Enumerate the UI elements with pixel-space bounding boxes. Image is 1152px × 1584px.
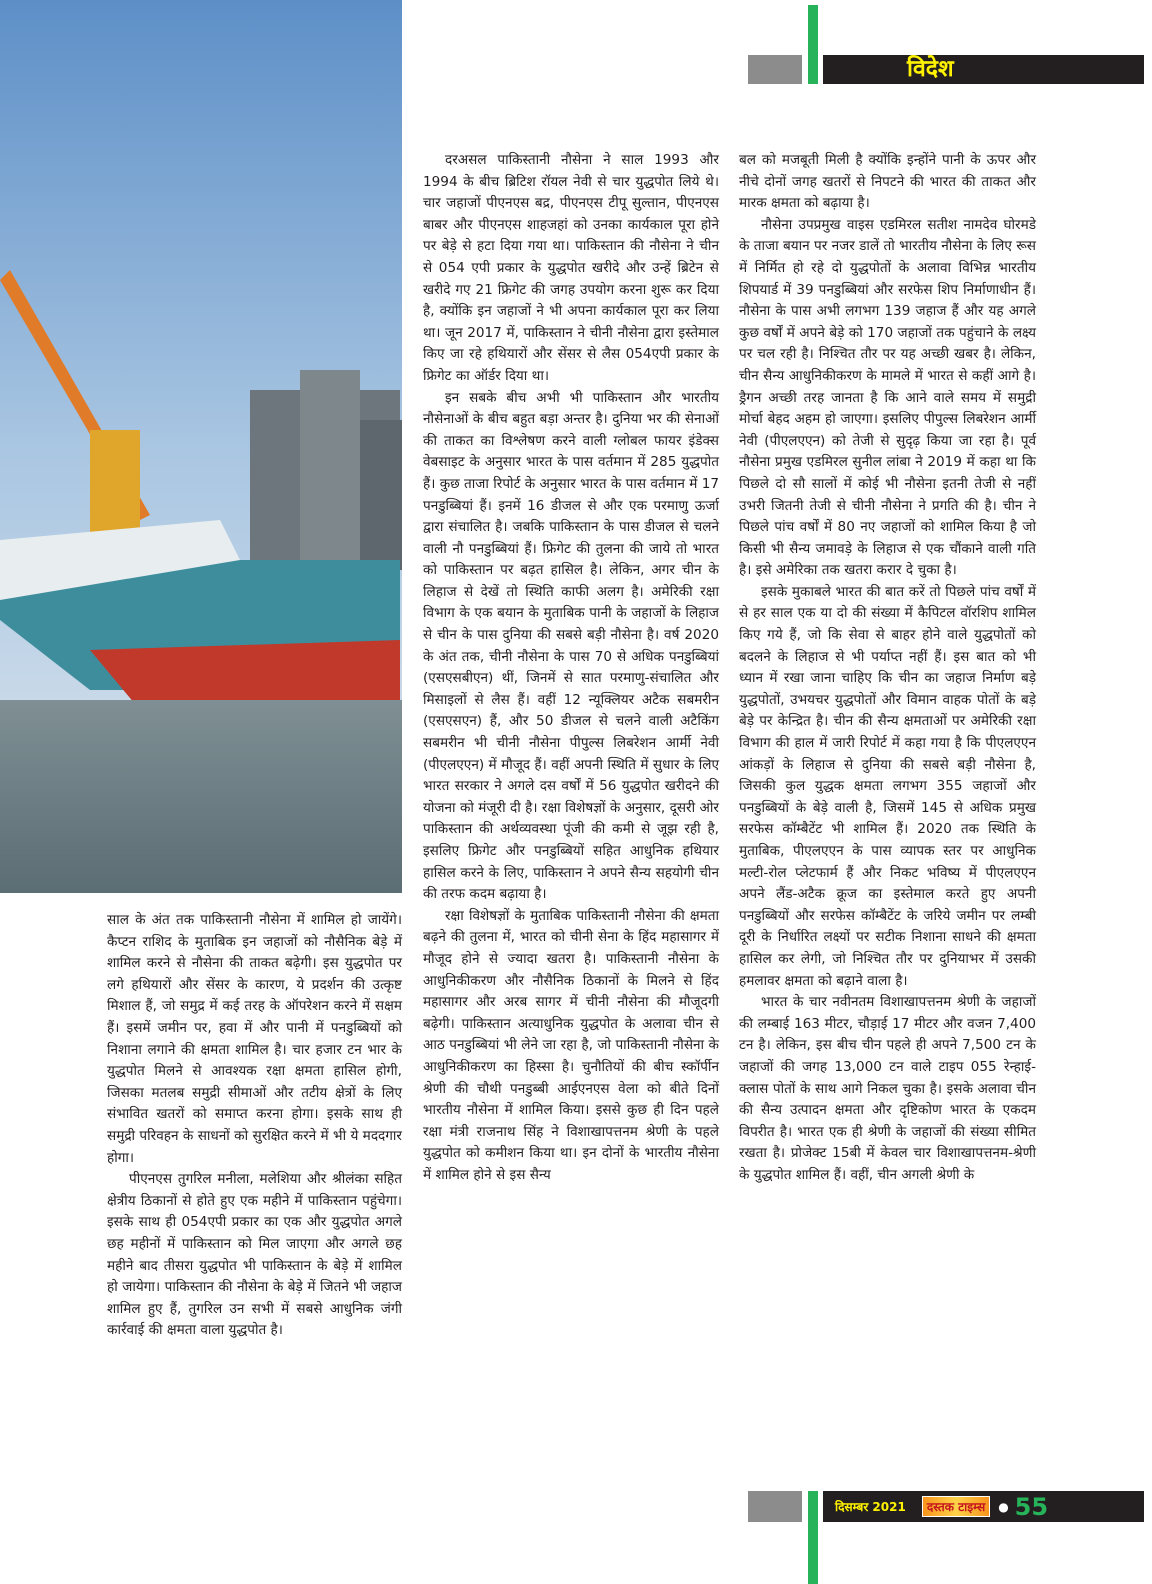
paragraph: दरअसल पाकिस्तानी नौसेना ने साल 1993 और 1994 के बीच ब्रिटिश रॉयल नेवी से चार युद्धपोत लिये थे। चार जहाजों पीएनएस बद्र, पीएनएस टीपू सुल्तान, पीएनएस बाबर और पीएनएस शाहजहां को उनका कार्यकाल पूरा होने पर बेड़े से हटा दिया गया था। पाकिस्तान की नौसेना ने चीन से 054 एपी प्रकार के युद्धपोत खरीदे और उन्हें ब्रिटेन से खरीदे गए 21 फ्रिगेट की जगह उपयोग करना शुरू कर दिया है, क्योंकि इन जहाजों ने भी अपना कार्यकाल पूरा कर लिया था। जून 2017 में, पाकिस्तान ने चीनी नौसेना द्वारा इस्तेमाल किए जा रहे हथियारों और सेंसर से लैस 054एपी प्रकार के फ्रिगेट का ऑर्डर दिया था। — [423, 152, 719, 384]
paragraph: नौसेना उपप्रमुख वाइस एडमिरल सतीश नामदेव घोरमडे के ताजा बयान पर नजर डालें तो भारतीय नौसेना के लिए रूस में निर्मित हो रहे दो युद्धपोतों के अलावा विभिन्न भारतीय शिपयार्ड में 39 पनडुब्बियां और सरफेस शिप निर्माणाधीन हैं। नौसेना के पास अभी लगभग 139 जहाज हैं और यह अगले कुछ वर्षों में अपने बेड़े को 170 जहाजों तक पहुंचाने के लक्ष्य पर चल रही है। निश्चित तौर पर यह अच्छी खबर है। लेकिन, चीन सैन्य आधुनिकीकरण के मामले में भारत से कहीं आगे है। ड्रैगन अच्छी तरह जानता है कि आने वाले समय में समुद्री मोर्चा बेहद अहम हो जाएगा। इसलिए पीपुल्स लिबरेशन आर्मी नेवी (पीएलएएन) को तेजी से सुदृढ़ किया जा रहा है। पूर्व नौसेना प्रमुख एडमिरल सुनील लांबा ने 2019 में कहा था कि पिछले दो सौ सालों में कोई भी नौसेना इतनी तेजी से नहीं उभरी जितनी तेजी से चीनी नौसेना ने प्रगति की है। चीन ने पिछले पांच वर्षों में 80 नए जहाजों को शामिल किया है जो किसी भी सैन्य जमावड़े के लिहाज से एक चौंकाने वाली गति है। इसे अमेरिका तक खतरा करार दे चुका है। — [739, 216, 1036, 579]
article-column-2 — [423, 150, 719, 1187]
paragraph: पीएनएस तुगरिल मनीला, मलेशिया और श्रीलंका सहित क्षेत्रीय ठिकानों से होते हुए एक महीने में पाकिस्तान पहुंचेगा। इसके साथ ही 054एपी प्रकार का एक और युद्धपोत अगले छह महीनों में पाकिस्तान को मिल जाएगा और अगले छह महीने बाद तीसरा युद्धपोत भी पाकिस्तान के बेड़े में शामिल हो जायेगा। पाकिस्तान की नौसेना के बेड़े में जितने भी जहाज शामिल हुए हैं, तुगरिल उन सभी में सबसे आधुनिक जंगी कार्रवाई की क्षमता वाला युद्धपोत है। — [107, 1171, 402, 1339]
bullet-separator: ● — [998, 1499, 1009, 1514]
footer-grey-block — [748, 1491, 802, 1522]
paragraph: इन सबके बीच अभी भी पाकिस्तान और भारतीय नौसेनाओं के बीच बहुत बड़ा अन्तर है। दुनिया भर की सेनाओं की ताकत का विश्लेषण करने वाली ग्लोबल फायर इंडेक्स वेबसाइट के अनुसार भारत के पास वर्तमान में 285 युद्धपोत हैं। कुछ ताजा रिपोर्ट के अनुसार भारत के पास वर्तमान में 17 पनडुब्बियां हैं। इनमें 16 डीजल से और एक परमाणु ऊर्जा द्वारा संचालित है। जबकि पाकिस्तान के पास डीजल से चलने वाली नौ पनडुब्बियां हैं। फ्रिगेट की तुलना की जाये तो भारत को पाकिस्तान पर बढ़त हासिल है। लेकिन, अगर चीन के लिहाज से देखें तो स्थिति काफी अलग है। अमेरिकी रक्षा विभाग के एक बयान के मुताबिक पानी के जहाजों के लिहाज से चीन के पास दुनिया की सबसे बड़ी नौसेना है। वर्ष 2020 के अंत तक, चीनी नौसेना के पास 70 से अधिक पनडुब्बियां (एसएसबीएन) थीं, जिनमें से सात परमाणु-संचालित और मिसाइलों से लैस हैं। वहीं 12 न्यूक्लियर अटैक सबमरीन (एसएसएन) हैं, और 50 डीजल से चलने वाली अटैकिंग सबमरीन भी चीनी नौसेना पीपुल्स लिबरेशन आर्मी नेवी (पीएलएएन) में मौजूद हैं। वहीं अपनी स्थिति में सुधार के लिए भारत सरकार ने अगले दस वर्षों में 56 युद्धपोत खरीदने की योजना को मंजूरी दी है। रक्षा विशेषज्ञों के अनुसार, दूसरी ओर पाकिस्तान की अर्थव्यवस्था पूंजी की कमी से जूझ रही है, इसलिए फ्रिगेट और पनडुब्बियों सहित आधुनिक हथियार हासिल करने के लिए, पाकिस्तान ने अपने सैन्य सहयोगी चीन की तरफ कदम बढ़ाया है। — [423, 389, 719, 903]
header-green-bar — [808, 5, 818, 84]
footer-green-bar — [808, 1491, 818, 1584]
paragraph: भारत के चार नवीनतम विशाखापत्तनम श्रेणी के जहाजों की लम्बाई 163 मीटर, चौड़ाई 17 मीटर और वजन 7,400 टन है। लेकिन, इस बीच चीन पहले ही अपने 7,500 टन के जहाजों की जगह 13,000 टन वाले टाइप 055 रेन्हाई-क्लास पोतों के साथ आगे निकल चुका है। इसके अलावा चीन की सैन्य उत्पादन क्षमता और दृष्टिकोण भारत के एकदम विपरीत है। भारत एक ही श्रेणी के जहाजों की संख्या सीमित रखता है। प्रोजेक्ट 15बी में केवल चार विशाखापत्तनम-श्रेणी के युद्धपोत शामिल हैं। वहीं, चीन अगली श्रेणी के — [739, 994, 1036, 1183]
paragraph: इसके मुकाबले भारत की बात करें तो पिछले पांच वर्षों में से हर साल एक या दो की संख्या में कैपिटल वॉरशिप शामिल किए गये हैं, जो कि सेवा से बाहर होने वाले युद्धपोतों को बदलने के लिहाज से भी पर्याप्त नहीं हैं। इस बात को भी ध्यान में रखा जाना चाहिए कि चीन का जहाज निर्माण बड़े युद्धपोतों, उभयचर युद्धपोतों और विमान वाहक पोतों के बड़े बेड़े पर केन्द्रित है। चीन की सैन्य क्षमताओं पर अमेरिकी रक्षा विभाग की हाल में जारी रिपोर्ट में कहा गया है कि पीएलएएन आंकड़ों के लिहाज से दुनिया की सबसे बड़ी नौसेना है, जिसकी कुल युद्धक क्षमता लगभग 355 जहाजों और पनडुब्बियों के बेड़े वाली है, जिसमें 145 से अधिक प्रमुख सरफेस कॉम्बैटेंट भी शामिल हैं। 2020 तक स्थिति के मुताबिक, पीएलएएन के पास व्यापक स्तर पर आधुनिक मल्टी-रोल प्लेटफार्म हैं और निकट भविष्य में पीएलएएन अपने लैंड-अटैक क्रूज का इस्तेमाल करते हुए अपनी पनडुब्बियों और सरफेस कॉम्बैटेंट के जरिये जमीन पर लम्बी दूरी के निर्धारित लक्ष्यों पर सटीक निशाना साधने की क्षमता हासिल कर लेगी, जो निश्चित तौर पर दुनियाभर में उसकी हमलावर क्षमता को बढ़ाने वाला है। — [739, 583, 1036, 989]
section-title: विदेश — [907, 56, 954, 82]
article-column-3 — [739, 150, 1036, 1187]
warship-photo — [0, 0, 402, 893]
paragraph: बल को मजबूती मिली है क्योंकि इन्होंने पानी के ऊपर और नीचे दोनों जगह खतरों से निपटने की भारत की ताकत और मारक क्षमता को बढ़ाया है। — [739, 152, 1036, 212]
magazine-logo: दस्तक टाइम्स — [922, 1496, 990, 1517]
page-number: 55 — [1014, 1492, 1049, 1521]
paragraph: रक्षा विशेषज्ञों के मुताबिक पाकिस्तानी नौसेना की क्षमता बढ़ने की तुलना में, भारत को चीनी सेना के हिंद महासागर में मौजूद होने से ज्यादा खतरा है। पाकिस्तानी नौसेना के आधुनिकीकरण और नौसैनिक ठिकानों के मिलने से हिंद महासागर और अरब सागर में चीनी नौसेना की मौजूदगी बढ़ेगी। पाकिस्तान अत्याधुनिक युद्धपोत के अलावा चीन से आठ पनडुब्बियां भी लेने जा रहा है, जो पाकिस्तानी नौसेना के आधुनिकीकरण का हिस्सा है। चुनौतियों की बीच स्कॉर्पीन श्रेणी की चौथी पनडुब्बी आईएनएस वेला को बीते दिनों भारतीय नौसेना में शामिल किया। इससे कुछ ही दिन पहले रक्षा मंत्री राजनाथ सिंह ने विशाखापत्तनम श्रेणी के पहले युद्धपोत को कमीशन किया था। इन दोनों के भारतीय नौसेना में शामिल होने से इस सैन्य — [423, 907, 719, 1183]
issue-date: दिसम्बर 2021 — [835, 1500, 906, 1514]
header-section-bar — [823, 55, 1144, 84]
paragraph: साल के अंत तक पाकिस्तानी नौसेना में शामिल हो जायेंगे। कैप्टन राशिद के मुताबिक इन जहाजों को नौसैनिक बेड़े में शामिल करने से नौसेना की ताकत बढ़ेगी। इस युद्धपोत पर लगे हथियारों और सेंसर के कारण, ये प्रदर्शन की उत्कृष्ट मिशाल हैं, जो समुद्र में कई तरह के ऑपरेशन करने में सक्षम हैं। इसमें जमीन पर, हवा में और पानी में पनडुब्बियों को निशाना लगाने की क्षमता शामिल है। चार हजार टन भार के युद्धपोत मिलने से आवश्यक रक्षा क्षमता हासिल होगी, जिसका मतलब समुद्री सीमाओं और तटीय क्षेत्रों के लिए संभावित खतरों को समाप्त करना होगा। इसके साथ ही समुद्री परिवहन के साधनों को सुरक्षित करने में भी ये मददगार होगा। — [107, 912, 402, 1166]
article-column-1 — [107, 910, 402, 1342]
footer-bar — [823, 1491, 1144, 1522]
header-grey-block — [748, 55, 802, 84]
